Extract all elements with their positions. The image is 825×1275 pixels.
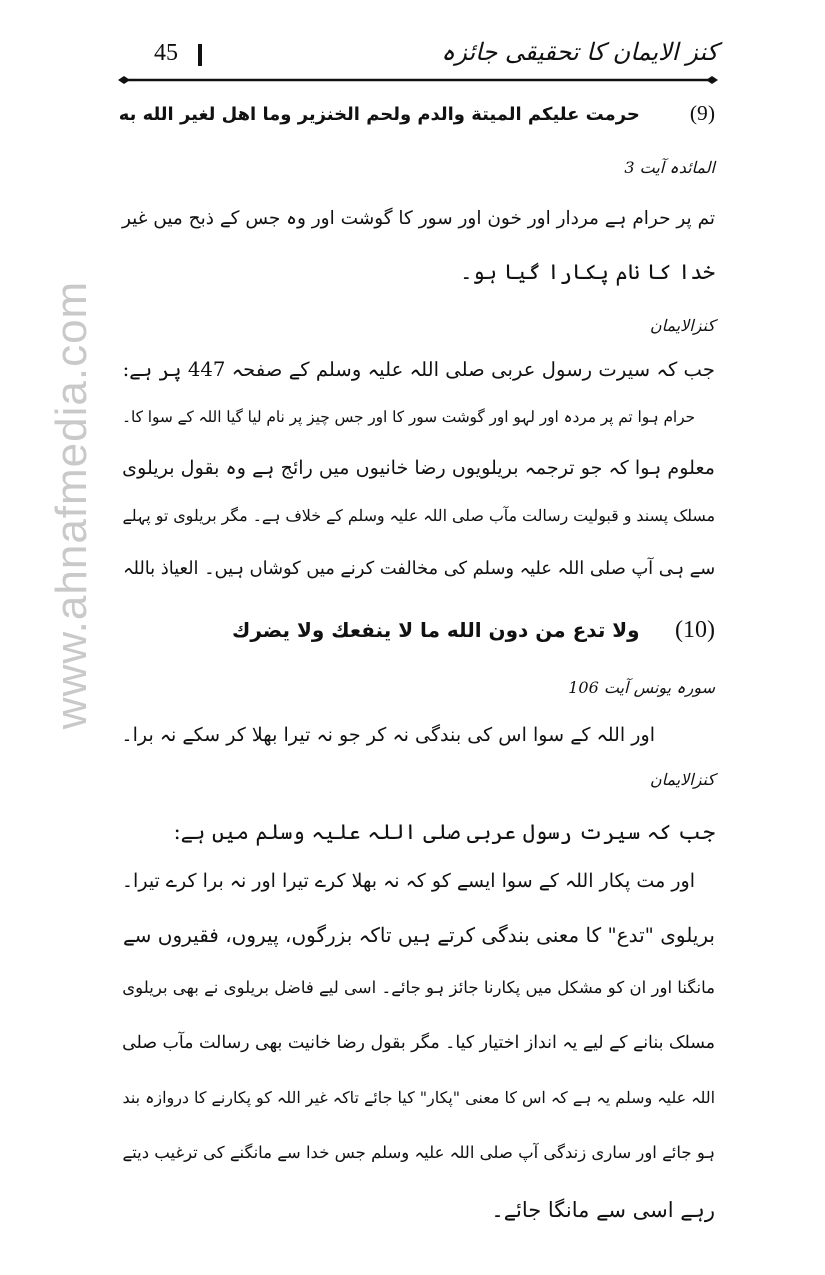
verse-reference: سورہ یونس آیت 106 — [568, 678, 715, 697]
comparison-intro: جب کہ سیرت رسول عربی صلی اللہ علیہ وسلم میں ہے: — [173, 820, 715, 844]
commentary-line: سے ہی آپ صلی اللہ علیہ وسلم کی مخالفت کرنے میں کوشاں ہیں۔ العیاذ باللہ — [123, 558, 715, 579]
quranic-verse: ولا تدع من دون الله ما لا ینفعك ولا یضرك — [232, 618, 640, 642]
translation-line: تم پر حرام ہے مردار اور خون اور سور کا گوشت اور وہ جس کے ذبح میں غیر — [121, 208, 715, 229]
commentary-line: مسلک پسند و قبولیت رسالت مآب صلی اللہ علیہ وسلم کے خلاف ہے۔ مگر بریلوی تو پہلے — [122, 506, 715, 525]
book-title: کنز الایمان کا تحقیقی جائزہ — [441, 38, 718, 66]
page-header — [118, 38, 718, 88]
verse-line — [232, 618, 715, 642]
verse-reference: المائدہ آیت 3 — [624, 158, 715, 177]
section-number: (10) — [675, 617, 715, 643]
commentary-line: بریلوی "تدع" کا معنی بندگی کرتے ہیں تاکہ بزرگوں، پیروں، فقیروں سے — [122, 923, 715, 947]
commentary-line: ہو جائے اور ساری زندگی آپ صلی اللہ علیہ وسلم جس خدا سے مانگنے کی ترغیب دیتے — [122, 1143, 715, 1162]
commentary-line: معلوم ہوا کہ جو ترجمہ بریلویوں رضا خانیوں میں رائج ہے وہ بقول بریلوی — [122, 456, 715, 479]
translation-line: اور اللہ کے سوا اس کی بندگی نہ کر جو نہ تیرا بھلا کر سکے نہ برا۔ — [121, 723, 655, 746]
comparison-intro: جب کہ سیرت رسول عربی صلی اللہ علیہ وسلم کے صفحہ 447 پر ہے: — [122, 358, 715, 381]
translation-label: کنزالایمان — [649, 316, 715, 335]
translation-line: خدا کا نام پکارا گیا ہو۔ — [460, 260, 715, 284]
section-number: (9) — [689, 101, 715, 125]
translation-label: کنزالایمان — [649, 770, 715, 789]
commentary-line: مانگنا اور ان کو مشکل میں پکارنا جائز ہو جائے۔ اسی لیے فاضل بریلوی نے بھی بریلوی — [122, 978, 715, 997]
page-number: 45 — [154, 40, 178, 66]
comparison-text: اور مت پکار اللہ کے سوا ایسے کو کہ نہ بھلا کرے تیرا اور نہ برا کرے تیرا۔ — [121, 870, 695, 892]
commentary-line: مسلک بنانے کے لیے یہ انداز اختیار کیا۔ مگر بقول رضا خانیت بھی رسالت مآب صلی — [122, 1033, 715, 1053]
page-number-separator — [198, 44, 202, 66]
commentary-line: رہے اسی سے مانگا جائے۔ — [491, 1198, 715, 1222]
commentary-line: اللہ علیہ وسلم یہ ہے کہ اس کا معنی "پکار" کیا جائے تاکہ غیر اللہ کو پکارنے کا دروازہ بند — [122, 1088, 715, 1107]
header-rule — [118, 76, 718, 84]
quranic-verse: حرمت علیکم المیتة والدم ولحم الخنزیر وما اهل لغیر الله به — [118, 104, 640, 125]
watermark-text: www.ahnafmedia.com — [47, 280, 96, 730]
verse-line — [119, 103, 715, 125]
comparison-text: حرام ہوا تم پر مردہ اور لہو اور گوشت سور کا اور جس چیز پر نام لیا گیا اللہ کے سوا کا۔ — [122, 408, 695, 426]
